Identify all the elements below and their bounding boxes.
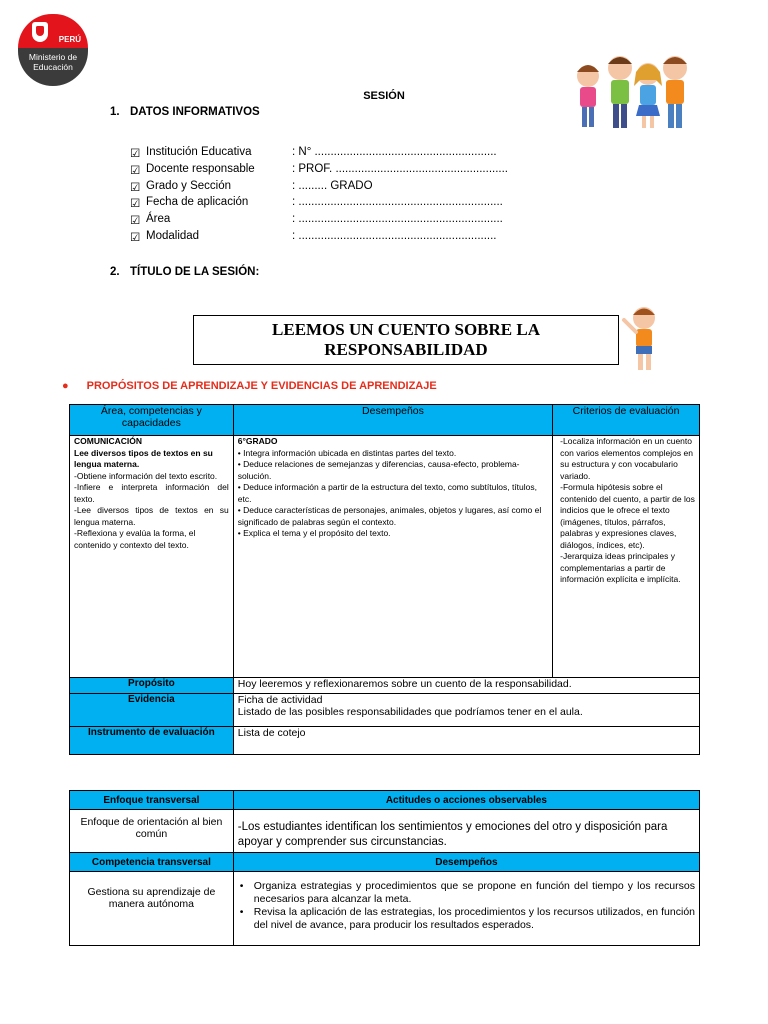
row-label-instrumento: Instrumento de evaluación [70,727,234,755]
table-header: Actitudes o acciones observables [233,791,699,810]
lesson-title-line1: LEEMOS UN CUENTO SOBRE LA [272,320,540,339]
info-row-institution: ☑ Institución Educativa : N° ......................................................... [130,146,497,160]
competencia-desempenos-cell [233,872,699,946]
waving-boy-illustration [618,302,666,374]
section-1-heading: 1. DATOS INFORMATIVOS [110,106,260,118]
checkbox-icon: ☑ [130,198,141,210]
row-value-instrumento: Lista de cotejo [233,727,699,755]
row-label-evidencia: Evidencia [70,694,234,727]
table-header: Competencia transversal [70,853,234,872]
info-row-area: ☑ Área : ................................................................ [130,213,503,227]
bullet-icon: • [239,906,244,918]
coat-of-arms-icon [32,22,48,42]
info-row-grade: ☑ Grado y Sección : ......... GRADO [130,180,373,194]
actitudes-cell: -Los estudiantes identifican los sentimientos y emociones del otro y disposición para apoyar y comprender sus circunstancias. [233,810,699,853]
logo-country: PERÚ [58,35,81,44]
table-header: Área, competencias y capacidades [70,405,234,436]
table-header: Criterios de evaluación [553,405,700,436]
info-row-date: ☑ Fecha de aplicación : ................................................................ [130,196,503,210]
competencia-cell: Gestiona su aprendizaje de manera autónoma [70,872,234,946]
session-title: SESIÓN [363,90,405,102]
bullet-icon: ● [62,380,69,392]
list-item: • Revisa la aplicación de las estrategias, los procedimientos y los recursos utilizados, en función del nivel de avance, para producir los resultados esperados. [239,906,695,931]
logo-ministry: Ministerio de Educación [18,48,88,86]
bullet-icon: • [239,880,244,892]
purposes-heading: ● PROPÓSITOS DE APRENDIZAJE Y EVIDENCIAS DE APRENDIZAJE [62,380,437,392]
lesson-title-line2: RESPONSABILIDAD [324,340,488,359]
section-2-heading: 2. TÍTULO DE LA SESIÓN: [110,266,260,278]
area-cell: COMUNICACIÓN Lee diversos tipos de textos en su lengua materna. -Obtiene información del texto escrito. -Infiere e interpreta información del texto. -Lee diversos tipos de textos en su lengua materna. -Reflexiona y evalúa la forma, el contenido y contexto del texto. [70,436,234,678]
checkbox-icon: ☑ [130,215,141,227]
row-value-proposito: Hoy leeremos y reflexionaremos sobre un cuento de la responsabilidad. [233,678,699,694]
checkbox-icon: ☑ [130,182,141,194]
info-row-modality: ☑ Modalidad : .............................................................. [130,230,497,244]
table-header: Enfoque transversal [70,791,234,810]
checkbox-icon: ☑ [130,165,141,177]
ministry-logo [18,14,88,86]
learning-purposes-table [69,404,700,755]
row-label-proposito: Propósito [70,678,234,694]
enfoque-cell: Enfoque de orientación al bien común [70,810,234,853]
transversal-table [69,790,700,946]
checkbox-icon: ☑ [130,232,141,244]
list-item: • Organiza estrategias y procedimientos que se propone en función del tiempo y los recursos necesarios para alcanzar la meta. [239,880,695,905]
table-header: Desempeños [233,405,552,436]
row-value-evidencia: Ficha de actividad Listado de las posibles responsabilidades que podríamos tener en el aula. [233,694,699,727]
criterios-cell: -Localiza información en un cuento con varios elementos complejos en su estructura y con vocabulario variado. -Formula hipótesis sobre el contenido del cuento, a partir de los indicios que le ofrece el texto (imágenes, títulos, párrafos, palabras y expresiones claves, diálogos, índices, etc). -Jerarquiza ideas principales y complementarias a partir de información explícita e implícita. [553,436,700,678]
desempenos-cell: 6°GRADO • Integra información ubicada en distintas partes del texto. • Deduce relaciones de semejanzas y diferencias, causa-efecto, problema-solución. • Deduce información a partir de la estructura del texto, como subtítulos, títulos, etc. • Deduce características de personajes, animales, objetos y lugares, así como el significado de palabras según el contexto. • Explica el tema y el propósito del texto. [233,436,552,678]
table-header: Desempeños [233,853,699,872]
info-row-teacher: ☑ Docente responsable : PROF. ...................................................... [130,163,508,177]
lesson-title-box [193,315,619,365]
checkbox-icon: ☑ [130,148,141,160]
